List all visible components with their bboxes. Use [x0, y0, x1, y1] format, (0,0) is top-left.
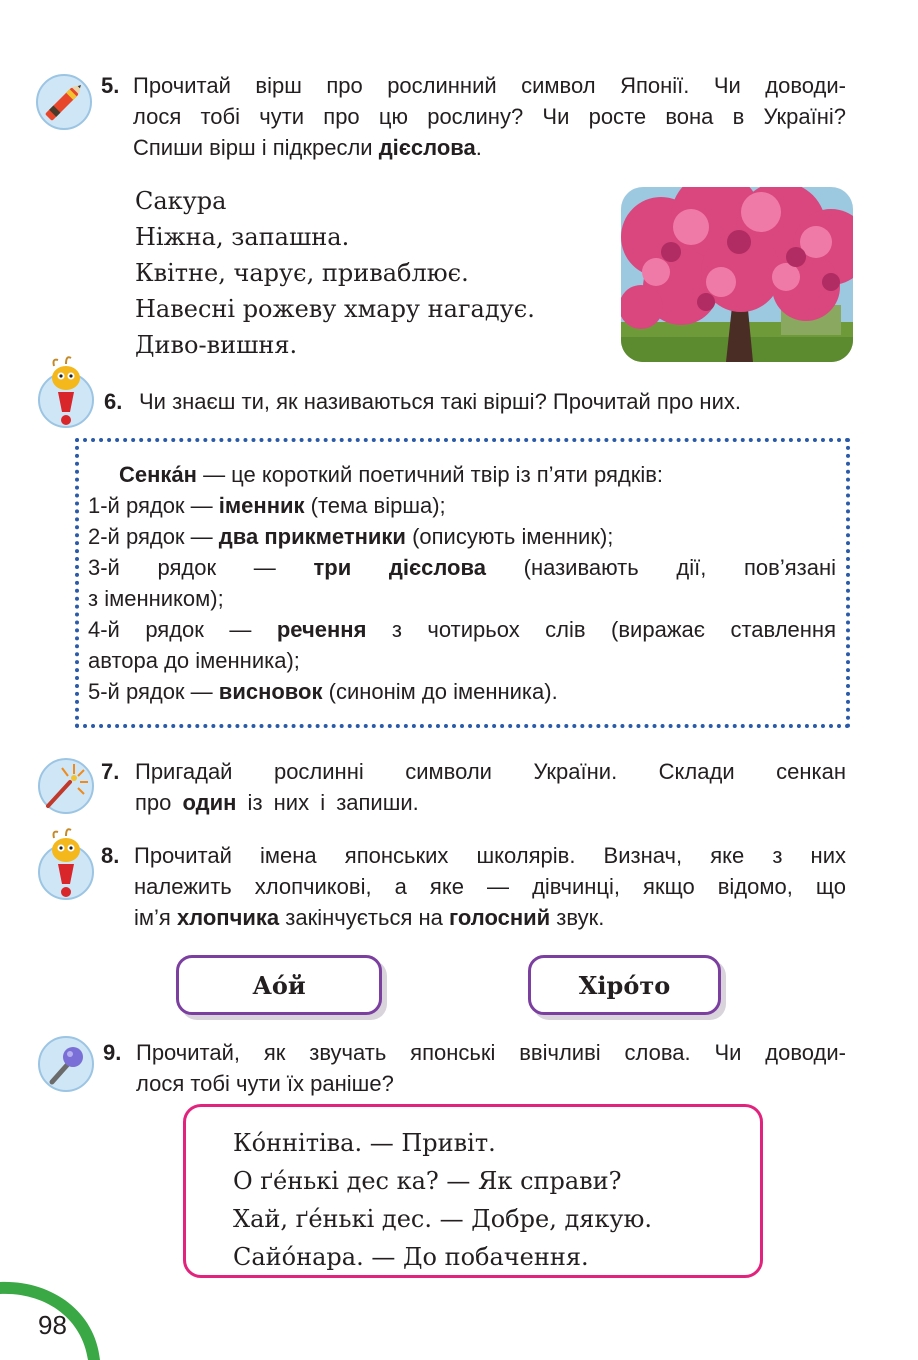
poem-line: Диво-вишня. — [135, 331, 298, 359]
sakura-tree-photo — [621, 187, 853, 362]
task-7-number: 7. — [101, 759, 120, 784]
keyword: дієслова — [378, 135, 476, 160]
poem-line: Сакура — [135, 187, 227, 215]
task-5-text: Прочитай вірш про рослинний символ Японії. Чи доводи- лося тобі чути про цю рослину? Чи росте вона в Україні? Спиши вірш і підкресли дієслова. — [133, 73, 846, 160]
task-8-text: Прочитай імена японських школярів. Визнач, яке з них належить хлопчикові, а яке — дівчинці, якщо відомо, що ім’я хлопчика закінчується на голосний звук. — [134, 843, 846, 930]
poem-line: Квітне, чарує, приваблює. — [135, 259, 469, 287]
exclamation-mascot-icon — [36, 352, 96, 430]
page-number: 98 — [38, 1310, 67, 1340]
phrase-line: О ґе́нькі дес ка? — Як справи? — [233, 1167, 622, 1195]
task-9-number: 9. — [103, 1040, 122, 1065]
poem-line: Навесні рожеву хмару нагадує. — [135, 295, 535, 323]
term: Сенка́н — [119, 462, 197, 487]
task-8-number: 8. — [101, 843, 120, 868]
task-6-number: 6. — [104, 389, 123, 414]
phrase-line: Сайо́нара. — До побачення. — [233, 1243, 589, 1271]
task-6-text: Чи знаєш ти, як називаються такі вірші? Прочитай про них. — [139, 389, 741, 414]
phrase-line: Хай, ґе́нькі дес. — Добре, дякую. — [233, 1205, 653, 1233]
phrase-line: Ко́ннітіва. — Привіт. — [233, 1129, 496, 1157]
name-card-hiroto: Хіро́то — [528, 955, 721, 1015]
name-card-aoi: Ао́й — [176, 955, 382, 1015]
pen-icon — [34, 72, 94, 132]
magic-wand-icon — [36, 756, 96, 816]
exclamation-mascot-icon — [36, 824, 96, 902]
phrases-list — [233, 1124, 652, 1276]
task-9-text: Прочитай, як звучать японські ввічливі слова. Чи доводи- лося тобі чути їх раніше? — [136, 1040, 846, 1096]
senkan-info-text: Сенка́н — це короткий поетичний твір із п’яти рядків: 1-й рядок — іменник (тема вірша); 2-й рядок — два прикметники (описують іменник); 3-й рядок — три дієслова (називають дії, пов’язані з іменником); 4-й рядок — речення з чотирьох слів (виражає ставлення автора до іменника); 5-й рядок — висновок (синонім до іменника). — [88, 462, 836, 704]
microphone-icon — [36, 1034, 96, 1094]
task-7-text: Пригадай рослинні символи України. Склади сенкан про один із них і запиши. — [135, 759, 846, 815]
task-5-number: 5. — [101, 73, 120, 98]
poem-line: Ніжна, запашна. — [135, 223, 350, 251]
poem — [135, 183, 535, 363]
